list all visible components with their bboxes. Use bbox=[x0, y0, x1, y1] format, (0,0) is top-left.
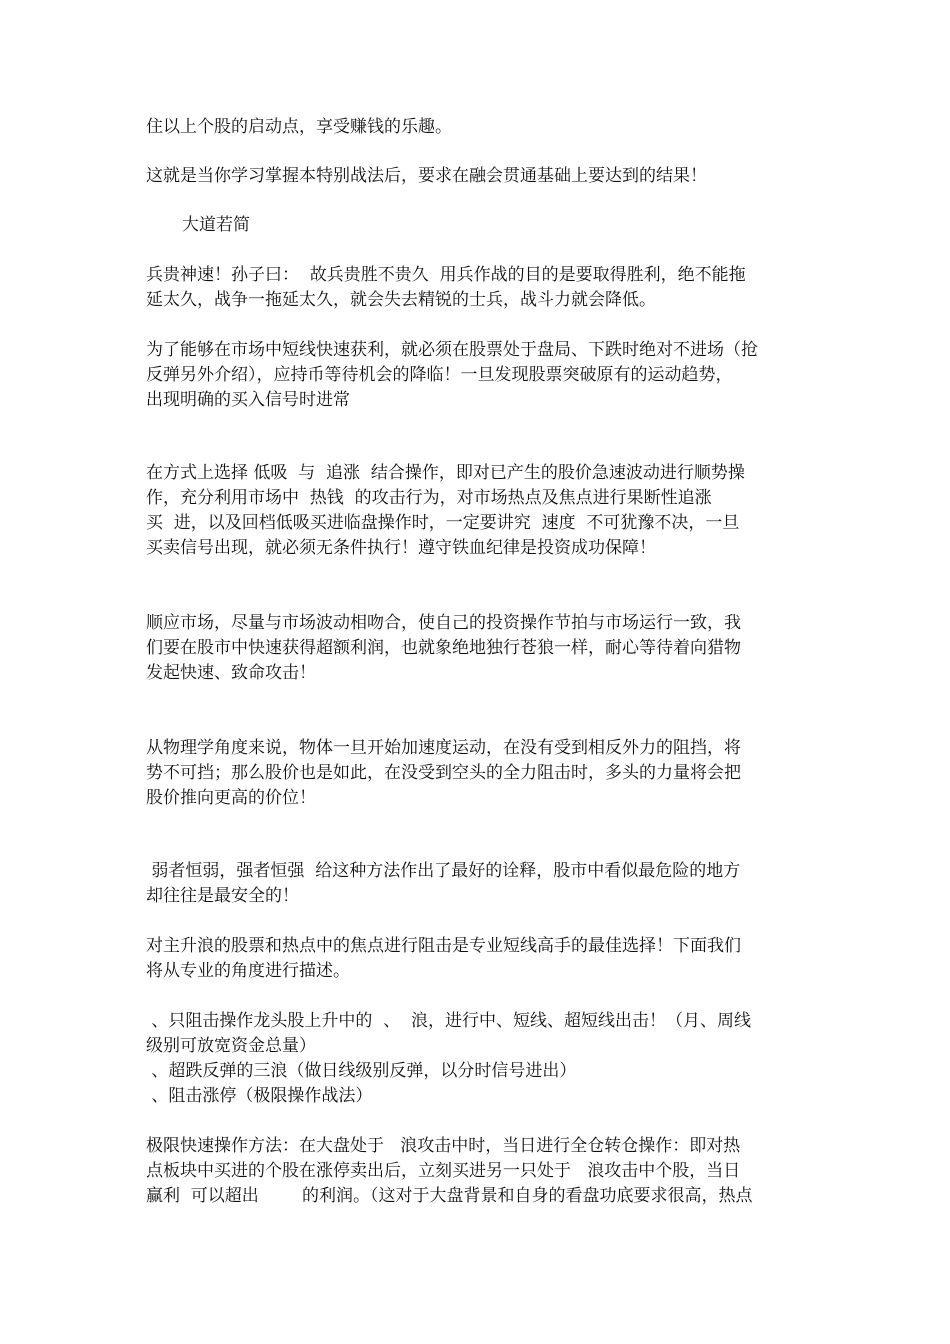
text-line: 发起快速、致命攻击！ bbox=[146, 663, 316, 683]
section-heading: 大道若简 bbox=[182, 215, 250, 235]
text-line: 这就是当你学习掌握本特别战法后，要求在融会贯通基础上要达到的结果！ bbox=[146, 166, 707, 186]
text-line: 从物理学角度来说，物体一旦开始加速度运动，在没有受到相反外力的阻挡，将 bbox=[146, 738, 741, 758]
text-line: 作，充分利用市场中 热钱 的攻击行为，对市场热点及焦点进行果断性追涨 bbox=[146, 488, 712, 508]
text-line: 顺应市场，尽量与市场波动相吻合，使自己的投资操作节拍与市场运行一致，我 bbox=[146, 613, 741, 633]
list-item: 、只阻击操作龙头股上升中的 、 浪，进行中、短线、超短线出击！（月、周线 bbox=[146, 1011, 752, 1031]
text-line: 买卖信号出现，就必须无条件执行！遵守铁血纪律是投资成功保障！ bbox=[146, 538, 656, 558]
text-line: 势不可挡；那么股价也是如此，在没受到空头的全力阻击时，多头的力量将会把 bbox=[146, 763, 741, 783]
text-line: 延太久，战争一拖延太久，就会失去精锐的士兵，战斗力就会降低。 bbox=[146, 290, 656, 310]
text-line: 在方式上选择 低吸 与 追涨 结合操作，即对已产生的股价急速波动进行顺势操 bbox=[146, 463, 745, 483]
text-line: 对主升浪的股票和热点中的焦点进行阻击是专业短线高手的最佳选择！下面我们 bbox=[146, 936, 741, 956]
text-line: 买 进，以及回档低吸买进临盘操作时，一定要讲究 速度 不可犹豫不决，一旦 bbox=[146, 513, 740, 533]
text-line: 住以上个股的启动点，享受赚钱的乐趣。 bbox=[146, 117, 452, 137]
text-line: 为了能够在市场中短线快速获利，就必须在股票处于盘局、下跌时绝对不进场（抢 bbox=[146, 340, 758, 360]
text-line: 赢利 可以超出 的利润。（这对于大盘背景和自身的看盘功底要求很高，热点 bbox=[146, 1186, 753, 1206]
text-line: 弱者恒弱，强者恒强 给这种方法作出了最好的诠释，股市中看似最危险的地方 bbox=[146, 861, 741, 881]
text-line: 级别可放宽资金总量） bbox=[146, 1036, 316, 1056]
text-line: 们要在股市中快速获得超额利润，也就象绝地独行苍狼一样，耐心等待着向猎物 bbox=[146, 638, 741, 658]
text-line: 出现明确的买入信号时进常 bbox=[146, 390, 350, 410]
text-line: 反弹另外介绍），应持币等待机会的降临！一旦发现股票突破原有的运动趋势， bbox=[146, 365, 733, 385]
list-item: 、超跌反弹的三浪（做日线级别反弹，以分时信号进出） bbox=[146, 1061, 577, 1081]
text-line: 股价推向更高的价位！ bbox=[146, 788, 316, 808]
text-line: 兵贵神速！孙子曰： 故兵贵胜不贵久 用兵作战的目的是要取得胜利，绝不能拖 bbox=[146, 265, 746, 285]
text-line: 将从专业的角度进行描述。 bbox=[146, 961, 350, 981]
text-line: 极限快速操作方法：在大盘处于 浪攻击中时，当日进行全仓转仓操作：即对热 bbox=[146, 1136, 741, 1156]
text-line: 点板块中买进的个股在涨停卖出后，立刻买进另一只处于 浪攻击中个股，当日 bbox=[146, 1161, 741, 1181]
list-item: 、阻击涨停（极限操作战法） bbox=[146, 1086, 373, 1106]
text-line: 却往往是最安全的！ bbox=[146, 886, 299, 906]
